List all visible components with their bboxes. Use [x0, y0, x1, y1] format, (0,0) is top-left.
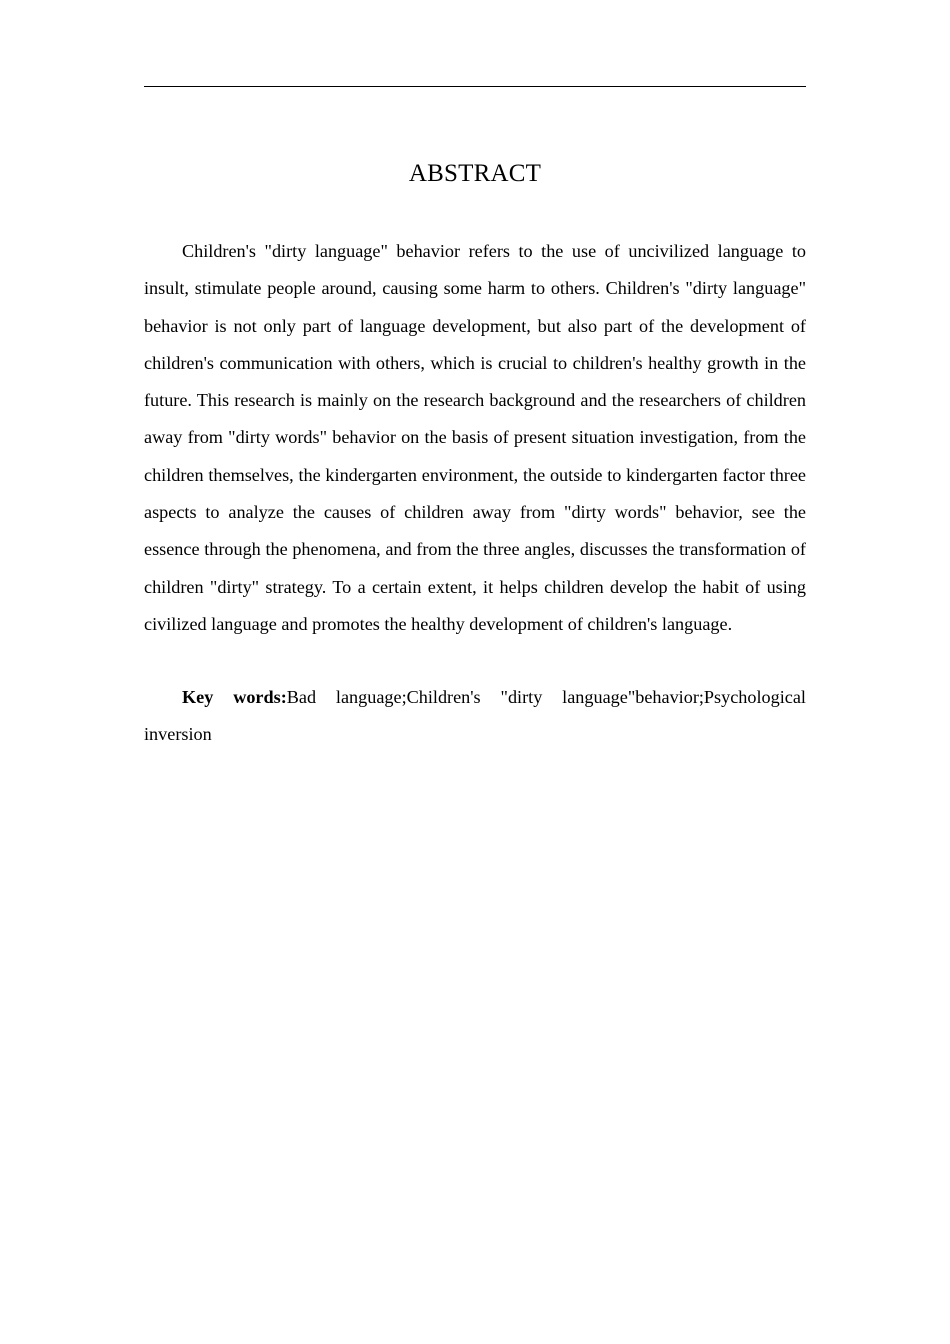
- keywords-label: Key words:: [182, 687, 287, 707]
- keywords-text: Bad language;Children's "dirty language"behavior;Psychological inversion: [144, 687, 806, 745]
- abstract-title: ABSTRACT: [408, 160, 542, 187]
- header-rule: [144, 86, 806, 87]
- keywords-paragraph: [144, 679, 806, 754]
- abstract-body: Children's "dirty language" behavior refers to the use of uncivilized language to insult, stimulate people around, causing some harm to others. Children's "dirty language" behavior is not only part of language development, but also part of the development of children's communication with others, which is crucial to children's healthy growth in the future. This research is mainly on the research background and the researchers of children away from "dirty words" behavior on the basis of present situation investigation, from the children themselves, the kindergarten environment, the outside to kindergarten factor three aspects to analyze the causes of children away from "dirty words" behavior, see the essence through the phenomena, and from the three angles, discusses the transformation of children "dirty" strategy. To a certain extent, it helps children develop the habit of using civilized language and promotes the healthy development of children's language.: [144, 241, 806, 634]
